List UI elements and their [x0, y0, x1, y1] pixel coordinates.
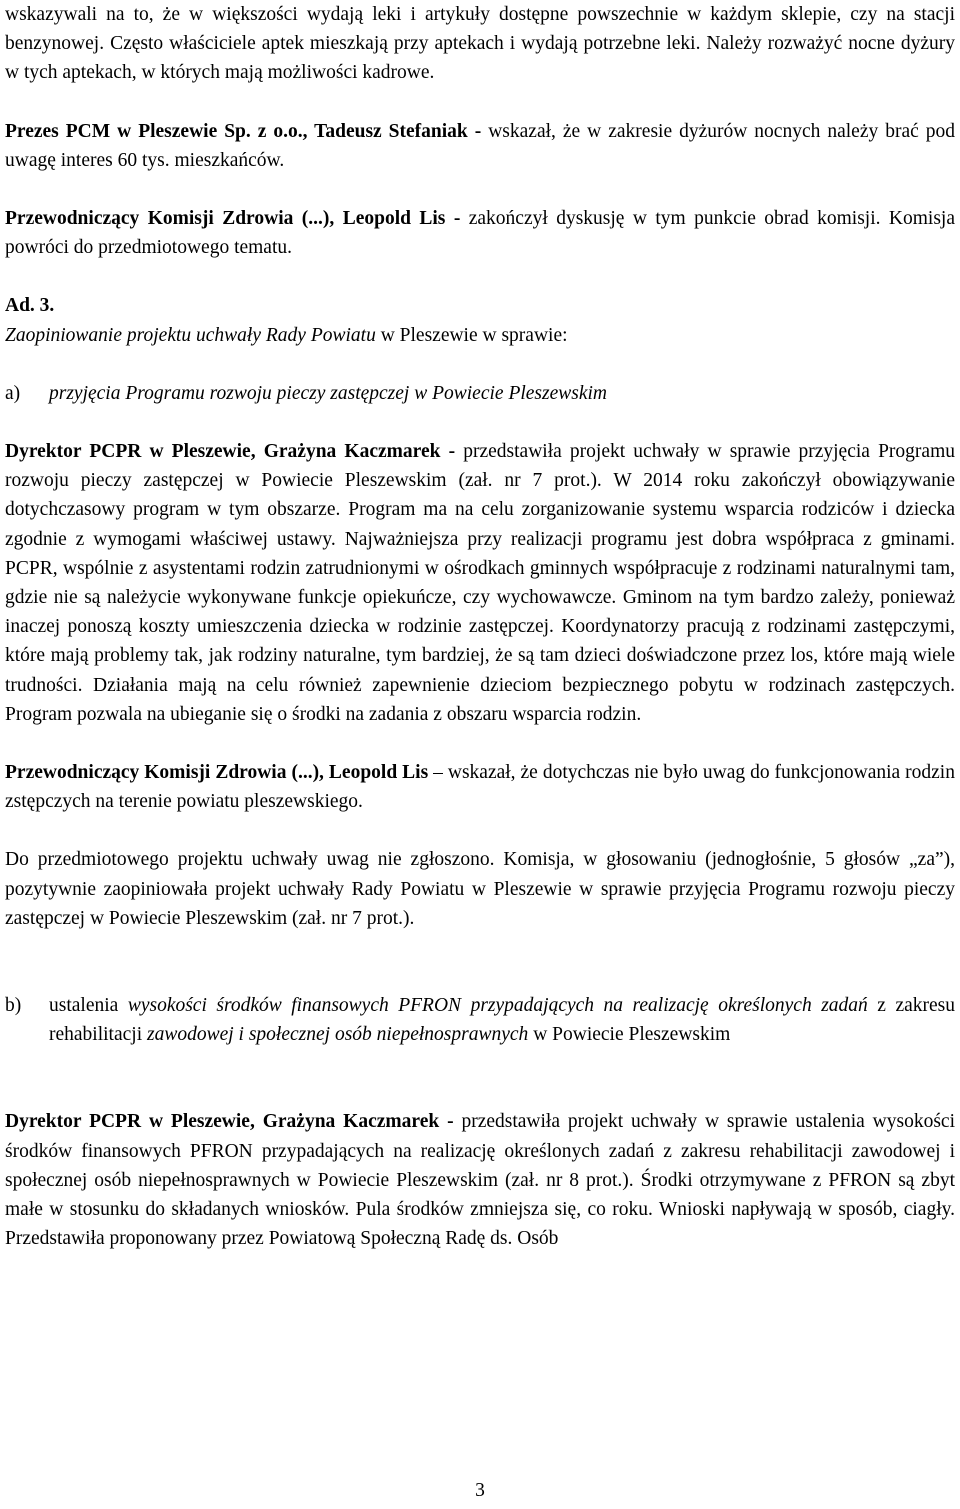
- speaker-name: Przewodniczący Komisji Zdrowia (...), Leopold Lis: [5, 762, 429, 784]
- agenda-item-title: Zaopiniowanie projektu uchwały Rady Powiatu w Pleszewie w sprawie:: [5, 324, 568, 346]
- sub-item-a: [5, 379, 955, 408]
- speaker-statement: wskazał, że w zakresie dyżurów nocnych należy brać pod uwagę interes 60 tys. mieszkańców.: [5, 120, 955, 171]
- sub-item-marker: b): [5, 995, 22, 1017]
- speaker-statement: – wskazał, że dotychczas nie było uwag do funkcjonowania rodzin zstępczych na terenie powiatu pleszewskiego.: [5, 762, 955, 813]
- paragraph-vote: Do przedmiotowego projektu uchwały uwag nie zgłoszono. Komisja, w głosowaniu (jednogłośnie, 5 głosów „za”), pozytywnie zaopiniowała projekt uchwały Rady Powiatu w Pleszewie w sprawie przyjęcia Programu rozwoju pieczy zastępczej w Powiecie Pleszewskim (zał. nr 7 prot.).: [5, 849, 955, 929]
- speaker-name: Prezes PCM w Pleszewie Sp. z o.o., Tadeusz Stefaniak -: [5, 120, 482, 142]
- sub-item-title: ustalenia wysokości środków finansowych PFRON przypadających na realizację określonych zadań z zakresu rehabilitacji zawodowej i społecznej osób niepełnosprawnych w Powiecie Pleszewskim: [49, 995, 956, 1046]
- paragraph-lis-remark: [5, 758, 955, 816]
- paragraph-pharmacies: wskazywali na to, że w większości wydają leki i artykuły dostępne powszechnie w każdym sklepie, czy na stacji benzynowej. Często właściciele aptek mieszkają przy aptekach i wydają potrzebne leki. Należy rozważyć nocne dyżury w tych aptekach, w których mają możliwości kadrowe.: [5, 4, 955, 84]
- sub-item-marker: a): [5, 382, 21, 404]
- speaker-statement: przedstawiła projekt uchwały w sprawie przyjęcia Programu rozwoju pieczy zastępczej w Powiecie Pleszewskim (zał. nr 7 prot.). W 2014 roku zakończył obowiązywanie dotychczasowy program w tym obszarze. Program ma na celu zorganizowanie systemu wsparcia rodziców i dziecka zgodnie z wymogami właściwej ustawy. Najważniejsza przy realizacji programu jest dobra współpraca z gminami. PCPR, wspólnie z asystentami rodzin zatrudnionymi w ośrodkach gminnych współpracuje z rodzinami naturalnymi tam, gdzie nie są należycie wykonywane funkcje opiekuńcze, czy wychowawcze. Gminom na tym bardzo zależy, ponieważ inaczej ponoszą koszty umieszczenia dziecka w rodzinie zastępczej. Koordynatorzy pracują z rodzinami zastępczymi, które mają problemy tak, jak rodziny naturalne, tym bardziej, że są tam dzieci doświadczone przez los, które mają wiele trudności. Działania mają na celu również zapewnienie dzieciom bezpiecznego pobytu w rodzinach zastępczych. Program pozwala na ubieganie się o środki na zadania z obszaru wsparcia rodzin.: [5, 441, 955, 725]
- speaker-name: Dyrektor PCPR w Pleszewie, Grażyna Kaczmarek -: [5, 1111, 454, 1133]
- paragraph-kaczmarek-program: [5, 437, 955, 729]
- paragraph-kaczmarek-pfron: [5, 1107, 955, 1253]
- speaker-name: Dyrektor PCPR w Pleszewie, Grażyna Kaczmarek -: [5, 441, 456, 463]
- document-page: [5, 0, 955, 1254]
- sub-item-title: przyjęcia Programu rozwoju pieczy zastępczej w Powiecie Pleszewskim: [49, 382, 608, 404]
- paragraph-lis-close: [5, 204, 955, 262]
- speaker-name: Przewodniczący Komisji Zdrowia (...), Leopold Lis -: [5, 208, 461, 230]
- speaker-statement: zakończył dyskusję w tym punkcie obrad komisji. Komisja powróci do przedmiotowego tematu.: [5, 208, 956, 259]
- page-number: 3: [475, 1480, 485, 1501]
- speaker-statement: przedstawiła projekt uchwały w sprawie ustalenia wysokości środków finansowych PFRON przypadających na realizację określonych zadań z zakresu rehabilitacji zawodowej i społecznej osób niepełnosprawnych w Powiecie Pleszewskim (zał. nr 8 prot.). Środki otrzymywane z PFRON są zbyt małe w stosunku do składanych wniosków. Pula środków zmniejsza się, co roku. Wnioski napływają w sposób, ciagły. Przedstawiła proponowany przez Powiatową Społeczną Radę ds. Osób: [5, 1111, 955, 1250]
- paragraph-stefaniak: [5, 117, 955, 175]
- sub-item-b: [5, 991, 955, 1049]
- agenda-item-heading: Ad. 3.: [5, 295, 55, 317]
